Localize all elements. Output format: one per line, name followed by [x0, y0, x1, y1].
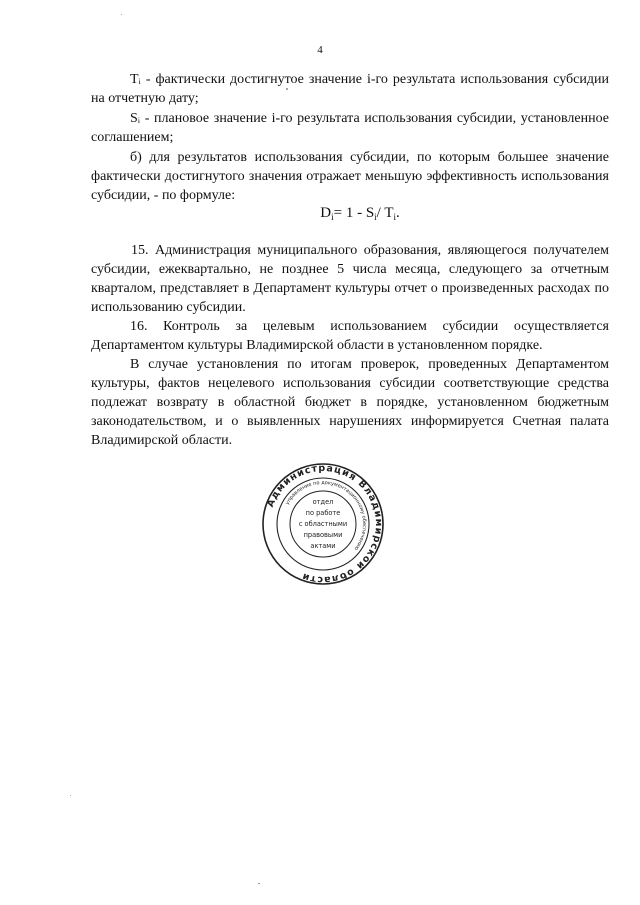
paragraph-16: 16. Контроль за целевым использованием субсидии осуществляется Департаментом культуры Владимирской области в установленном порядке. — [91, 319, 609, 353]
formula-lhs-sub: i — [331, 212, 334, 222]
s-definition: Sᵢ - плановое значение i-го результата использования субсидии, установленное соглашением; — [91, 111, 609, 145]
stamp-center-text — [299, 498, 347, 550]
stamp-center-line: актами — [310, 542, 336, 550]
stamp-center-line: с областными — [298, 520, 348, 528]
t-definition: Tᵢ - фактически достигнутое значение i-го результата использования субсидии на отчетную дату; — [91, 72, 609, 106]
formula — [0, 205, 640, 222]
page-number: 4 — [317, 44, 323, 56]
paragraph-15: 15. Администрация муниципального образования, являющегося получателем субсидии, ежеквартально, не позднее 5 числа месяца, следующего за отчетным кварталом, представляет в Департамент культуры отчет о произведенных расходах по использованию субсидии. — [91, 243, 609, 315]
stamp-center-line: отдел — [312, 498, 334, 506]
formula-middle: = 1 - S — [333, 205, 375, 221]
stamp-center-line: правовыми — [303, 531, 343, 539]
formula-s-sub: i — [374, 212, 377, 222]
scan-speck — [286, 88, 288, 90]
paragraph-violations: В случае установления по итогам проверок, проведенных Департаментом культуры, фактов нецелевого использования субсидии соответствующие средства подлежат возврату в областной бюджет в порядке, установленном бюджетным законодательством, и о выявленных нарушениях информируется Счетная палата Владимирской области. — [91, 357, 609, 448]
scan-speck — [121, 14, 122, 15]
stamp-outer-text: Администрация Владимирской области — [265, 463, 384, 585]
scan-speck — [258, 883, 260, 884]
formula-slash: / T — [376, 205, 394, 221]
stamp-inner-text: управление по документационному обеспечению — [284, 479, 368, 552]
stamp-center-line: по работе — [305, 509, 341, 517]
formula-end: . — [396, 205, 400, 221]
item-b-paragraph: б) для результатов использования субсидии, по которым большее значение фактически достигнутого значения отражает меньшую эффективность использования субсидии, - по формуле: — [91, 150, 609, 203]
formula-t-sub: i — [393, 212, 396, 222]
formula-expression — [320, 205, 400, 222]
t-definition-block — [91, 70, 609, 205]
official-stamp — [262, 463, 384, 585]
clauses-block — [91, 241, 609, 450]
formula-lhs: D — [320, 205, 332, 221]
scan-speck — [70, 795, 71, 796]
